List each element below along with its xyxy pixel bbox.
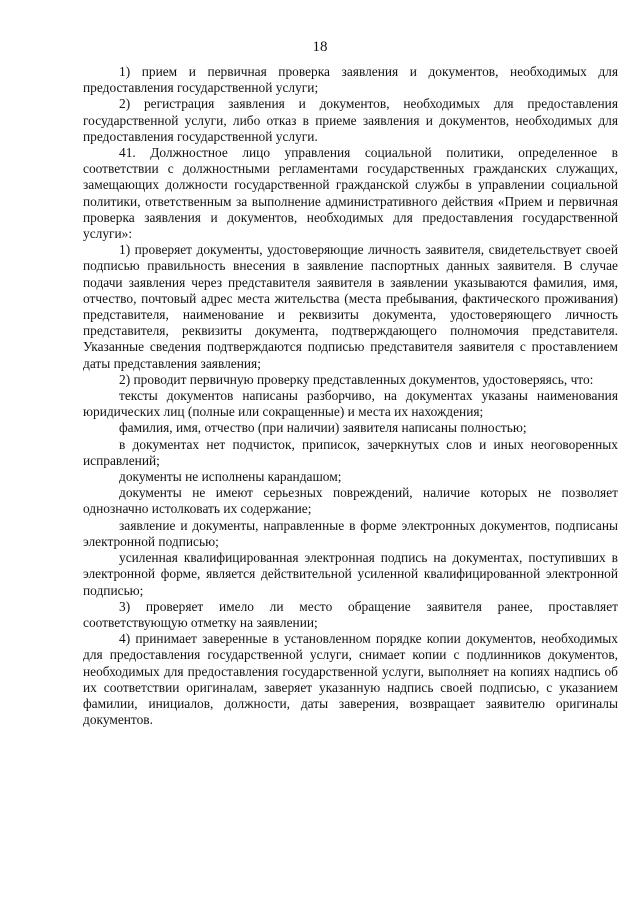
paragraph-6: тексты документов написаны разборчиво, на документах указаны наименования юридических лиц (полные или сокращенные) и места их нахождения; bbox=[83, 388, 618, 420]
paragraph-8: в документах нет подчисток, приписок, зачеркнутых слов и иных неоговоренных исправлений; bbox=[83, 436, 618, 468]
paragraph-1: 1) прием и первичная проверка заявления и документов, необходимых для предоставления государственной услуги; bbox=[83, 64, 618, 96]
paragraph-9: документы не исполнены карандашом; bbox=[119, 469, 342, 485]
paragraph-4: 1) проверяет документы, удостоверяющие личность заявителя, свидетельствует своей подписью правильность внесения в заявление паспортных данных заявителя. В случае подачи заявления через представителя заявителя в заявлении указываются фамилия, имя, отчество, почтовый адрес места жительства (места пребывания, фактического проживания) представителя, наименование и реквизиты документа, удостоверяющего личность представителя, реквизиты документа, подтверждающего полномочия представителя. Указанные сведения подтверждаются подписью представителя заявителя с проставлением даты представления заявления; bbox=[83, 242, 618, 371]
paragraph-10: документы не имеют серьезных повреждений, наличие которых не позволяет однозначно истолковать их содержание; bbox=[83, 485, 618, 517]
paragraph-13: 3) проверяет имело ли место обращение заявителя ранее, проставляет соответствующую отметку на заявлении; bbox=[83, 598, 618, 630]
paragraph-3: 41. Должностное лицо управления социальной политики, определенное в соответствии с должностными регламентами государственных гражданских служащих, замещающих должности государственной гражданской службы в управлении социальной политики, ответственным за выполнение административного действия «Прием и первичная проверка заявления и документов, необходимых для предоставления государственной услуги»: bbox=[83, 145, 618, 242]
page-number: 18 bbox=[312, 39, 328, 55]
paragraph-5: 2) проводит первичную проверку представленных документов, удостоверяясь, что: bbox=[119, 371, 594, 387]
paragraph-12: усиленная квалифицированная электронная подпись на документах, поступивших в электронной форме, является действительной усиленной квалифицированной электронной подписью; bbox=[83, 550, 618, 598]
paragraph-14: 4) принимает заверенные в установленном порядке копии документов, необходимых для предоставления государственной услуги, снимает копии с подлинников документов, необходимых для предоставления государственной услуги, выполняет на копиях надпись об их соответствии оригиналам, заверяет указанную надпись своей подписью, с указанием фамилии, инициалов, должности, даты заверения, возвращает заявителю оригиналы документов. bbox=[83, 631, 618, 728]
document-body bbox=[83, 64, 618, 728]
paragraph-2: 2) регистрация заявления и документов, необходимых для предоставления государственной услуги, либо отказ в приеме заявления и документов, необходимых для предоставления государственной услуги. bbox=[83, 96, 618, 144]
paragraph-11: заявление и документы, направленные в форме электронных документов, подписаны электронной подписью; bbox=[83, 517, 618, 549]
paragraph-7: фамилия, имя, отчество (при наличии) заявителя написаны полностью; bbox=[119, 420, 527, 436]
